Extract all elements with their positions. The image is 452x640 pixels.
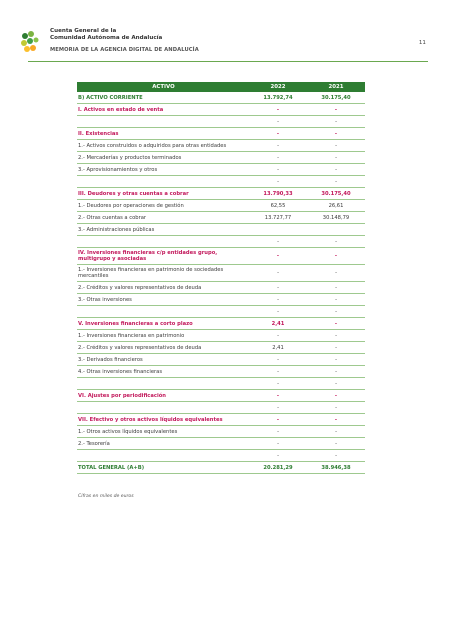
row-label: 2.- Créditos y valores representativos de deuda (78, 344, 202, 351)
value-2022: 13.790,33 (263, 190, 293, 197)
value-2021: - (335, 118, 337, 125)
value-2022: - (277, 238, 279, 245)
value-2021: - (335, 440, 337, 447)
org-line-2: Comunidad Autónoma de Andalucía (50, 35, 163, 41)
row-label: VII. Efectivo y otros activos líquidos equivalentes (78, 416, 223, 423)
value-2021: 30.175,40 (321, 94, 351, 101)
document-title: MEMORIA DE LA AGENCIA DIGITAL DE ANDALUCÍA (50, 47, 199, 53)
value-2021: - (334, 130, 338, 137)
value-2021: 30.148,79 (322, 214, 350, 221)
table-row (77, 402, 365, 414)
units-note: Cifras en miles de euros (78, 494, 134, 499)
table-row (77, 116, 365, 128)
value-2022: 2,41 (271, 320, 285, 327)
row-label: 2.- Otras cuentas a cobrar (78, 214, 147, 221)
value-2022: 20.281,29 (263, 464, 293, 471)
page-header (20, 26, 432, 62)
value-2021: - (334, 416, 338, 423)
table-row (77, 426, 365, 438)
table-row (77, 366, 365, 378)
value-2021: - (335, 142, 337, 149)
table-row (77, 188, 365, 200)
value-2021: - (335, 238, 337, 245)
column-header-activo: ACTIVO (152, 84, 175, 90)
value-2022: 13.727,77 (264, 214, 292, 221)
row-label: VI. Ajustes por periodificación (78, 392, 166, 399)
value-2021: - (335, 178, 337, 185)
value-2022: - (277, 308, 279, 315)
table-row (77, 330, 365, 342)
value-2021: - (334, 320, 338, 327)
value-2022: - (277, 380, 279, 387)
row-label: 2.- Mercaderías y productos terminados (78, 154, 182, 161)
value-2021: - (335, 296, 337, 303)
value-2022: - (277, 296, 279, 303)
value-2021: - (335, 368, 337, 375)
column-header-2022: 2022 (270, 84, 286, 90)
table-body (77, 92, 365, 474)
value-2021: 26,61 (328, 202, 344, 209)
row-label: 1.- Otros activos líquidos equivalentes (78, 428, 178, 435)
table-row (77, 282, 365, 294)
value-2021: - (335, 332, 337, 339)
organization-name (50, 28, 162, 42)
table-row (77, 354, 365, 366)
table-row (77, 236, 365, 248)
row-label: 3.- Aprovisionamientos y otros (78, 166, 158, 173)
value-2021: - (335, 344, 337, 351)
row-label: II. Existencias (78, 130, 119, 137)
header-divider (28, 61, 428, 62)
value-2022: - (277, 428, 279, 435)
junta-logo-icon (20, 30, 46, 56)
value-2021: - (335, 380, 337, 387)
table-row (77, 104, 365, 116)
table-row (77, 164, 365, 176)
table-header (77, 82, 365, 92)
value-2022: - (276, 253, 280, 259)
value-2022: - (277, 440, 279, 447)
table-row (77, 378, 365, 390)
value-2021: - (335, 404, 337, 411)
row-label: 1.- Activos construidos o adquiridos para otras entidades (78, 142, 227, 149)
table-row (77, 294, 365, 306)
value-2022: - (277, 118, 279, 125)
row-label: III. Deudores y otras cuentas a cobrar (78, 190, 189, 197)
row-label: V. Inversiones financieras a corto plazo (78, 320, 193, 327)
table-row (77, 462, 365, 474)
row-label: B) ACTIVO CORRIENTE (78, 94, 143, 101)
table-row (77, 342, 365, 354)
row-label: 3.- Derivados financieros (78, 356, 143, 363)
value-2021: - (335, 154, 337, 161)
row-label: 3.- Administraciones públicas (78, 226, 155, 233)
table-row (77, 390, 365, 402)
value-2021: 30.175,40 (321, 190, 351, 197)
value-2022: - (277, 284, 279, 291)
value-2021: - (334, 106, 338, 113)
table-row (77, 414, 365, 426)
value-2021: - (335, 452, 337, 459)
row-label: 3.- Otras inversiones (78, 296, 132, 303)
value-2022: - (277, 368, 279, 375)
row-label: I. Activos en estado de venta (78, 106, 164, 113)
table-row (77, 92, 365, 104)
value-2022: 13.792,74 (263, 94, 293, 101)
row-label: 4.- Otras inversiones financieras (78, 368, 163, 375)
value-2022: - (277, 154, 279, 161)
value-2022: - (277, 404, 279, 411)
table-row (77, 200, 365, 212)
table-row (77, 306, 365, 318)
table-row (77, 152, 365, 164)
row-label: 1.- Inversiones financieras en patrimonio (78, 332, 185, 339)
row-label: TOTAL GENERAL (A+B) (78, 464, 145, 471)
row-label: IV. Inversiones financieras c/p entidades grupo, multigrupo y asociadas (78, 250, 218, 262)
org-line-1: Cuenta General de la (50, 28, 117, 34)
page-number: 11 (418, 40, 426, 46)
value-2022: 2,41 (272, 344, 284, 351)
table-row (77, 438, 365, 450)
table-row (77, 318, 365, 330)
table-row (77, 140, 365, 152)
table-row (77, 128, 365, 140)
value-2022: - (277, 332, 279, 339)
value-2022: - (277, 356, 279, 363)
table-row (77, 212, 365, 224)
row-label: 1.- Deudores por operaciones de gestión (78, 202, 184, 209)
value-2021: - (335, 166, 337, 173)
value-2021: - (334, 253, 338, 259)
row-label: 2.- Créditos y valores representativos de deuda (78, 284, 202, 291)
table-row (77, 224, 365, 236)
value-2022: - (276, 392, 280, 399)
value-2021: - (335, 428, 337, 435)
value-2021: - (335, 356, 337, 363)
row-label: 1.- Inversiones financieras en patrimonio de sociedades mercantiles (78, 267, 224, 279)
table-row (77, 265, 365, 282)
value-2022: - (277, 452, 279, 459)
table-row (77, 248, 365, 265)
value-2022: - (276, 130, 280, 137)
value-2022: - (277, 142, 279, 149)
value-2022: - (276, 416, 280, 423)
column-header-2021: 2021 (328, 84, 344, 90)
value-2021: 38.946,38 (321, 464, 351, 471)
value-2021: - (335, 308, 337, 315)
table-row (77, 176, 365, 188)
value-2021: - (335, 270, 337, 276)
value-2022: - (277, 178, 279, 185)
value-2022: - (276, 106, 280, 113)
table-row (77, 450, 365, 462)
row-label: 2.- Tesorería (78, 440, 110, 447)
value-2021: - (335, 284, 337, 291)
value-2022: 62,55 (270, 202, 286, 209)
balance-table (77, 82, 365, 474)
value-2021: - (334, 392, 338, 399)
value-2022: - (277, 270, 279, 276)
value-2022: - (277, 166, 279, 173)
